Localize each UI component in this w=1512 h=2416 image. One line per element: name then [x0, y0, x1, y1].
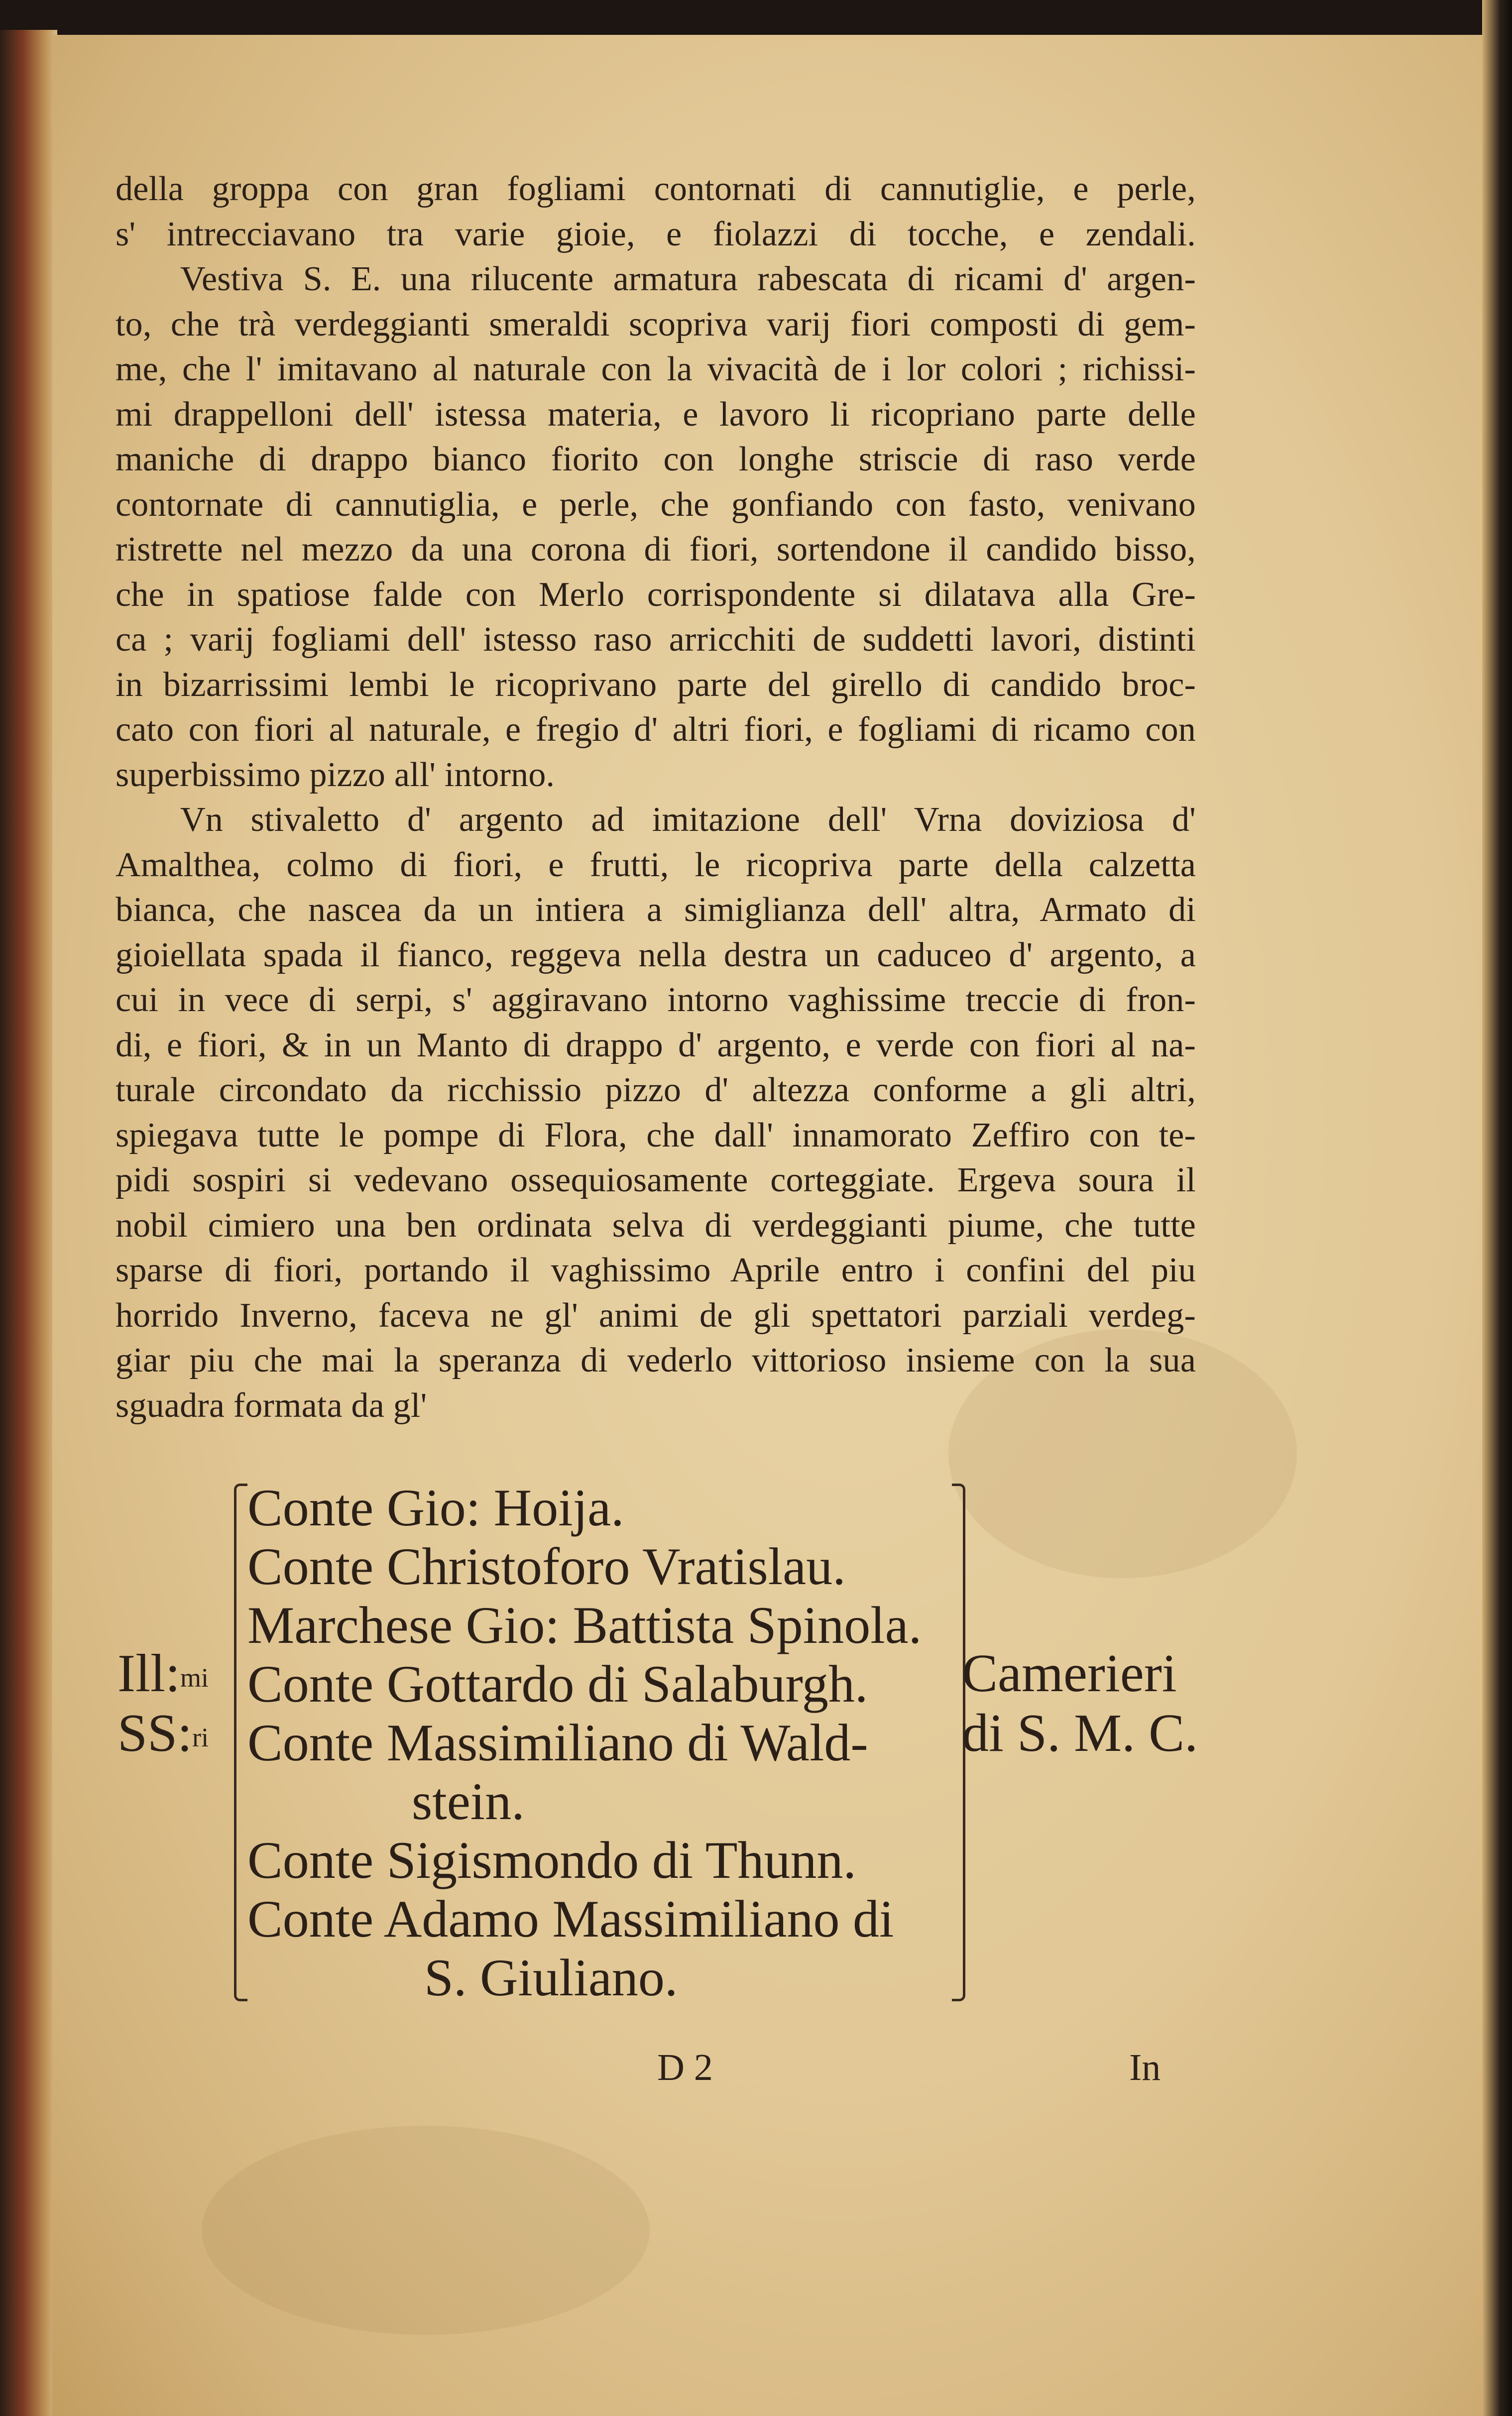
text-line: to, che trà verdeggianti smeraldi scopriva varij fiori composti di gem- [116, 305, 1196, 344]
text-line: Vestiva S. E. una rilucente armatura rabescata di ricami d' argen- [180, 260, 1196, 298]
name-entry-continuation: S. Giuliano. [424, 1949, 678, 2007]
text-line: mi drappelloni dell' istessa materia, e lavoro li ricopriano parte delle [116, 395, 1196, 434]
text-line: giar piu che mai la speranza di vederlo vittorioso insieme con la sua [116, 1341, 1196, 1380]
signature-mark: D 2 [657, 2047, 713, 2088]
names-list [247, 1479, 922, 2007]
name-entry: Conte Adamo Massimiliano di [247, 1890, 894, 1948]
text-line: maniche di drappo bianco fiorito con longhe striscie di raso verde [116, 440, 1196, 478]
office-title [962, 1644, 1198, 1763]
office-title-line: Camerieri [962, 1644, 1177, 1703]
text-line: superbissimo pizzo all' intorno. [116, 755, 555, 794]
text-line: contornate di cannutiglia, e perle, che gonfiando con fasto, venivano [116, 485, 1196, 524]
text-line: turale circondato da ricchissio pizzo d' altezza conforme a gli altri, [116, 1071, 1196, 1109]
text-line: in bizarrissimi lembi le ricoprivano parte del girello di candido broc- [116, 665, 1196, 704]
text-line: ristrette nel mezzo da una corona di fiori, sortendone il candido bisso, [116, 530, 1196, 569]
name-entry-continuation: stein. [412, 1772, 525, 1831]
text-line: Amalthea, colmo di fiori, e frutti, le ricopriva parte della calzetta [116, 845, 1196, 884]
text-line: che in spatiose falde con Merlo corrispondente si dilatava alla Gre- [116, 575, 1196, 614]
catchword: In [1129, 2047, 1161, 2088]
left-brace [234, 1484, 247, 2001]
name-entry: Conte Christoforo Vratislau. [247, 1537, 846, 1596]
text-line: s' intrecciavano tra varie gioie, e fiolazzi di tocche, e zendali. [116, 215, 1196, 253]
page-edge-shadow [1482, 0, 1512, 2416]
text-line: sguadra formata da gl' [116, 1386, 427, 1425]
office-title-line: di S. M. C. [962, 1704, 1198, 1763]
book-spine [0, 30, 57, 2416]
text-line: horrido Inverno, faceva ne gl' animi de gli spettatori parziali verdeg- [116, 1296, 1196, 1335]
name-entry: Conte Gottardo di Salaburgh. [247, 1655, 868, 1713]
main-paragraphs [116, 167, 1196, 1428]
text-line: cui in vece di serpi, s' aggiravano intorno vaghissime treccie di fron- [116, 981, 1196, 1019]
text-line: della groppa con gran fogliami contornati di cannutiglie, e perle, [116, 170, 1196, 208]
text-line: gioiellata spada il fianco, reggeva nella destra un caduceo d' argento, a [116, 935, 1196, 974]
honorific-superscript: mi [180, 1663, 209, 1693]
text-line: Vn stivaletto d' argento ad imitazione dell' Vrna doviziosa d' [180, 801, 1196, 839]
text-line: bianca, che nascea da un intiera a simiglianza dell' altra, Armato di [116, 891, 1196, 929]
honorific-prefix [117, 1704, 209, 1763]
text-line: nobil cimiero una ben ordinata selva di verdeggianti piume, che tutte [116, 1206, 1196, 1245]
paper-stain [202, 2126, 650, 2335]
text-line: sparse di fiori, portando il vaghissimo Aprile entro i confini del piu [116, 1251, 1196, 1289]
text-line: me, che l' imitavano al naturale con la vivacità de i lor colori ; richissi- [116, 350, 1196, 388]
honorific-abbrev: Ill: [117, 1644, 180, 1703]
name-entry: Conte Massimiliano di Wald- [247, 1714, 868, 1772]
honorific-abbrev: SS: [117, 1704, 193, 1763]
text-line: spiegava tutte le pompe di Flora, che dall' innamorato Zeffiro con te- [116, 1116, 1196, 1154]
name-entry: Conte Gio: Hoija. [247, 1479, 624, 1537]
text-line: di, e fiori, & in un Manto di drappo d' argento, e verde con fiori al na- [116, 1026, 1196, 1064]
honorific-prefix [117, 1644, 209, 1703]
name-entry: Marchese Gio: Battista Spinola. [247, 1596, 922, 1654]
name-entry: Conte Sigismondo di Thunn. [247, 1831, 857, 1889]
text-line: cato con fiori al naturale, e fregio d' altri fiori, e fogliami di ricamo con [116, 710, 1196, 749]
honorific-superscript: ri [192, 1723, 209, 1752]
text-line: ca ; varij fogliami dell' istesso raso arricchiti de suddetti lavori, distinti [116, 620, 1196, 659]
names-catalog [116, 1479, 1261, 2006]
text-line: pidi sospiri si vedevano ossequiosamente corteggiate. Ergeva soura il [116, 1161, 1196, 1199]
